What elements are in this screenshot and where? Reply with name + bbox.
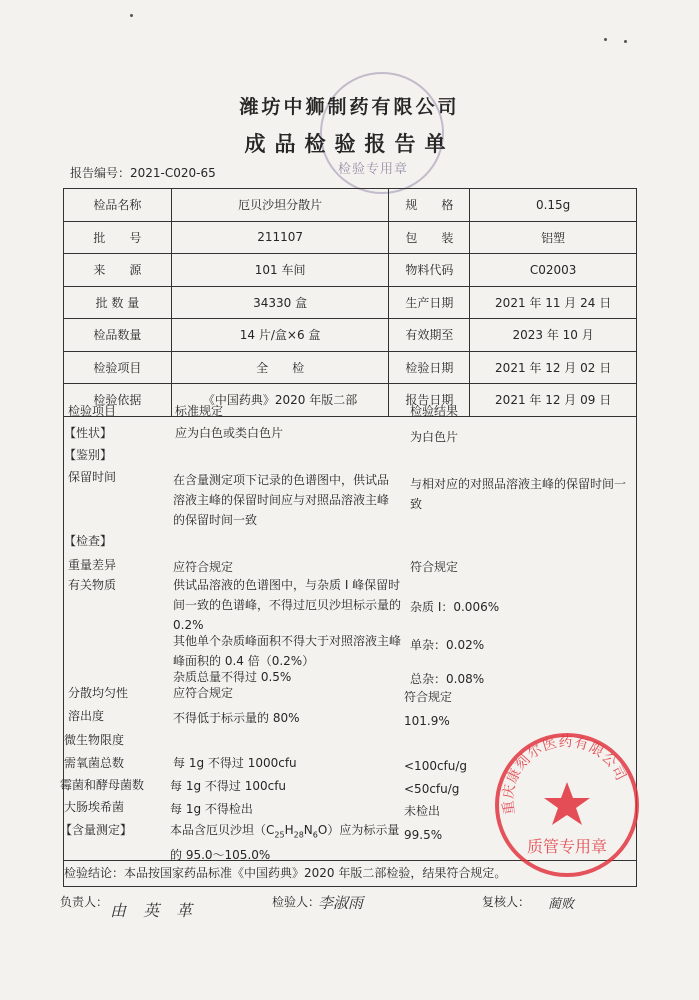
responsible-signature: 由 英 革 xyxy=(110,901,199,920)
section-identification: 【鉴别】 xyxy=(64,448,113,462)
qa-stamp-company: 重庆康刻尔医药有限公司 xyxy=(500,734,630,816)
assay-standard: 本品含厄贝沙坦$(C_{25}H_{28}N_6O)$应为标示量的 95.0～105.0% xyxy=(170,823,400,863)
retention-time-standard: 在含量测定项下记录的色谱图中，供试品溶液主峰的保留时间应与对照品溶液主峰的保留时间一致 xyxy=(173,473,390,527)
header-value-cell: 铝塑 xyxy=(470,221,637,254)
qa-stamp xyxy=(492,730,642,880)
header-value-cell: 厄贝沙坦分散片 xyxy=(171,189,389,222)
section-assay: 【含量测定】 xyxy=(60,823,133,837)
header-value-cell: 2021 年 11 月 24 日 xyxy=(470,286,637,319)
header-label-cell: 批 号 xyxy=(64,221,172,254)
inspection-seal-text: 检验专用章 xyxy=(338,162,409,177)
speck xyxy=(624,40,627,43)
header-value-cell: 2021 年 12 月 02 日 xyxy=(470,351,637,384)
dissolution-result: 101.9% xyxy=(404,714,450,728)
header-row xyxy=(64,189,637,222)
header-label-cell: 检品名称 xyxy=(64,189,172,222)
dissolution-standard: 不得低于标示量的 80% xyxy=(173,711,300,725)
header-row xyxy=(64,351,637,384)
header-label-cell: 生产日期 xyxy=(389,286,470,319)
header-value-cell: 《中国药典》2020 年版二部 xyxy=(171,384,389,417)
header-row xyxy=(64,221,637,254)
weight-variation-label: 重量差异 xyxy=(68,558,117,572)
microbial-limit-label: 微生物限度 xyxy=(64,733,125,747)
qa-stamp-star-icon xyxy=(544,782,590,825)
col-result-heading: 检验结果 xyxy=(410,404,459,418)
header-value-cell: 全 检 xyxy=(171,351,389,384)
weight-variation-result: 符合规定 xyxy=(410,560,459,574)
reviewer-label: 复核人： xyxy=(482,895,531,909)
header-value-cell: 101 车间 xyxy=(171,254,389,287)
header-value-cell: 2023 年 10 月 xyxy=(470,319,637,352)
header-label-cell: 检验项目 xyxy=(64,351,172,384)
header-label-cell: 有效期至 xyxy=(389,319,470,352)
related-substances-result-3: 总杂：0.08% xyxy=(410,672,485,686)
header-label-cell: 批 数 量 xyxy=(64,286,172,319)
aerobic-count-label: 需氧菌总数 xyxy=(64,756,125,770)
dissolution-label: 溶出度 xyxy=(68,709,105,723)
header-label-cell: 报告日期 xyxy=(389,384,470,417)
related-substances-standard-1: 供试品溶液的色谱图中，与杂质 I 峰保留时间一致的色谱峰，不得过厄贝沙坦标示量的 0.2% xyxy=(173,578,402,632)
reviewer-signature: 蔺败 xyxy=(548,897,575,912)
mold-yeast-label: 霉菌和酵母菌数 xyxy=(60,778,145,792)
dispersion-result: 符合规定 xyxy=(404,690,453,704)
inspector-label: 检验人： xyxy=(272,895,321,909)
aerobic-count-standard: 每 1g 不得过 1000cfu xyxy=(173,756,297,770)
header-value-cell: 211107 xyxy=(171,221,389,254)
ecoli-result: 未检出 xyxy=(404,804,441,818)
header-row xyxy=(64,254,637,287)
header-value-cell: C02003 xyxy=(470,254,637,287)
dispersion-standard: 应符合规定 xyxy=(173,686,234,700)
section-appearance: 【性状】 xyxy=(64,426,113,440)
related-substances-standard-2: 其他单个杂质峰面积不得大于对照溶液主峰峰面积的 0.4 倍（0.2%） xyxy=(173,634,402,668)
speck xyxy=(130,14,133,17)
header-value-cell: 34330 盒 xyxy=(171,286,389,319)
header-label-cell: 检验依据 xyxy=(64,384,172,417)
header-row xyxy=(64,286,637,319)
header-row xyxy=(64,384,637,417)
header-label-cell: 检验日期 xyxy=(389,351,470,384)
col-standard-heading: 标准规定 xyxy=(175,404,224,418)
appearance-standard: 应为白色或类白色片 xyxy=(175,426,284,440)
header-label-cell: 物料代码 xyxy=(389,254,470,287)
header-label-cell: 规 格 xyxy=(389,189,470,222)
header-value-cell: 2021 年 12 月 09 日 xyxy=(470,384,637,417)
qa-stamp-center: 质管专用章 xyxy=(526,837,608,856)
responsible-label: 负责人： xyxy=(60,895,109,909)
ecoli-label: 大肠埃希菌 xyxy=(64,800,125,814)
aerobic-count-result: <100cfu/g xyxy=(404,759,468,773)
retention-time-result: 与相对应的对照品溶液主峰的保留时间一致 xyxy=(410,477,627,511)
dispersion-label: 分散均匀性 xyxy=(68,686,129,700)
header-value-cell: 14 片/盒×6 盒 xyxy=(171,319,389,352)
weight-variation-standard: 应符合规定 xyxy=(173,560,234,574)
report-number: 报告编号：2021-C020-65 xyxy=(70,166,216,180)
header-label-cell: 包 装 xyxy=(389,221,470,254)
ecoli-standard: 每 1g 不得检出 xyxy=(170,802,253,816)
company-name: 潍坊中狮制药有限公司 xyxy=(239,96,460,118)
section-tests: 【检查】 xyxy=(64,534,113,548)
related-substances-label: 有关物质 xyxy=(68,578,117,592)
header-value-cell: 0.15g xyxy=(470,189,637,222)
inspector-signature: 李淑雨 xyxy=(318,894,364,912)
related-substances-result-1: 杂质 I：0.006% xyxy=(410,600,500,614)
report-title: 成品检验报告单 xyxy=(244,131,455,156)
related-substances-standard-3: 杂质总量不得过 0.5% xyxy=(173,670,292,684)
header-label-cell: 检品数量 xyxy=(64,319,172,352)
appearance-result: 为白色片 xyxy=(410,430,459,444)
retention-time-label: 保留时间 xyxy=(68,470,117,484)
related-substances-result-2: 单杂：0.02% xyxy=(410,638,485,652)
col-item-heading: 检验项目 xyxy=(68,404,117,418)
header-row xyxy=(64,319,637,352)
header-label-cell: 来 源 xyxy=(64,254,172,287)
conclusion: 检验结论：本品按国家药品标准《中国药典》2020 年版二部检验，结果符合规定。 xyxy=(64,866,507,880)
mold-yeast-result: <50cfu/g xyxy=(404,782,460,796)
header-table xyxy=(63,188,637,417)
mold-yeast-standard: 每 1g 不得过 100cfu xyxy=(170,779,287,793)
assay-result: 99.5% xyxy=(404,828,443,842)
speck xyxy=(604,38,607,41)
